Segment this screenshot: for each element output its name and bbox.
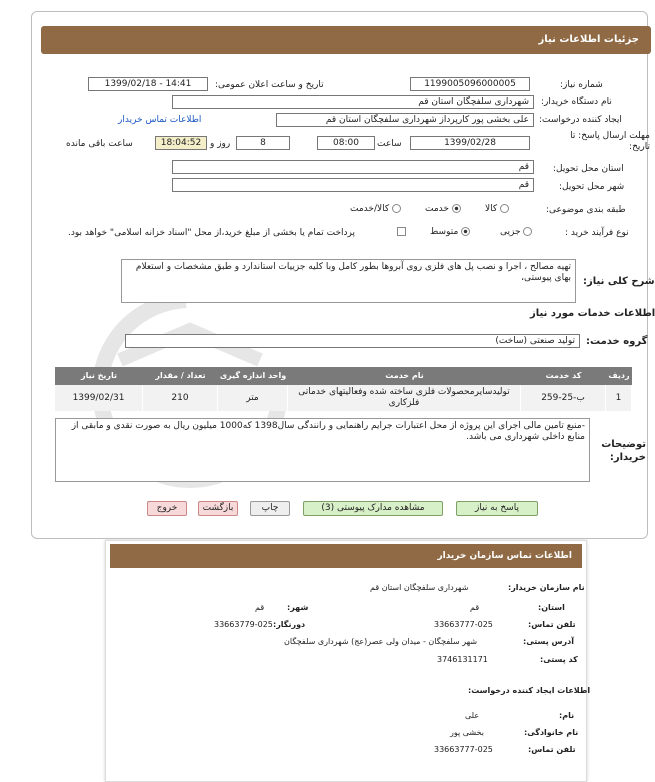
days-label: روز و bbox=[210, 139, 231, 149]
buyer-org-label: نام دستگاه خریدار: bbox=[541, 97, 612, 107]
contact-postal-label: کد پستی: bbox=[540, 655, 578, 664]
contact-province: قم bbox=[470, 603, 480, 612]
col-row: ردیف bbox=[606, 367, 632, 385]
deadline-date-field: 1399/02/28 bbox=[410, 136, 530, 150]
need-number-label: شماره نیاز: bbox=[560, 80, 603, 90]
buyer-contact-link[interactable]: اطلاعات تماس خریدار bbox=[118, 115, 202, 125]
creator-phone: 33663777-025 bbox=[434, 745, 493, 754]
contact-card-title: اطلاعات تماس سازمان خریدار bbox=[110, 544, 582, 568]
notes-label: توضیحات خریدار: bbox=[601, 439, 646, 463]
reply-button[interactable]: پاسخ به نیاز bbox=[456, 501, 538, 516]
contact-city: قم bbox=[255, 603, 265, 612]
creator-last-label: نام خانوادگی: bbox=[524, 728, 579, 737]
creator-first: علی bbox=[465, 711, 480, 720]
creator-first-label: نام: bbox=[559, 711, 575, 720]
contact-card bbox=[105, 540, 587, 782]
remaining-label: ساعت باقی مانده bbox=[66, 139, 133, 149]
deadline-label: مهلت ارسال پاسخ: تا تاریخ: bbox=[570, 131, 650, 152]
col-name: نام خدمت bbox=[288, 367, 521, 385]
category-label: طبقه بندی موضوعی: bbox=[546, 205, 626, 215]
cell-date: 1399/02/31 bbox=[55, 385, 143, 411]
cell-name: تولیدسایرمحصولات فلزی ساخته شده وفعالیتهای خدماتی فلزکاری bbox=[288, 385, 521, 411]
view-documents-button[interactable]: مشاهده مدارک پیوستی (3) bbox=[303, 501, 443, 516]
services-table bbox=[55, 367, 632, 411]
col-code: کد خدمت bbox=[521, 367, 606, 385]
creator-info-title: اطلاعات ایجاد کننده درخواست: bbox=[468, 686, 591, 695]
contact-fax-label: دورنگار: bbox=[273, 620, 306, 629]
process-option-medium[interactable]: متوسط bbox=[430, 227, 470, 237]
exit-button[interactable]: خروج bbox=[147, 501, 187, 516]
summary-label: شرح کلی نیاز: bbox=[583, 276, 655, 287]
creator-field: علی بخشی پور کارپرداز شهرداری سلفچگان استان قم bbox=[276, 113, 534, 127]
contact-postal: 3746131171 bbox=[437, 655, 488, 664]
summary-textarea: تهیه مصالح ، اجرا و نصب پل های فلزی روی آبروها بطور کامل وبا کلیه جزییات استاندارد و طبق مشخصات و استعلام بهای پیوستی، bbox=[121, 259, 576, 303]
col-unit: واحد اندازه گیری bbox=[218, 367, 288, 385]
cell-unit: متر bbox=[218, 385, 288, 411]
time-label: ساعت bbox=[377, 139, 402, 149]
treasury-checkbox[interactable] bbox=[397, 227, 406, 236]
back-button[interactable]: بازگشت bbox=[198, 501, 238, 516]
contact-province-label: استان: bbox=[538, 603, 565, 612]
days-field: 8 bbox=[236, 136, 290, 150]
page-header: جزئیات اطلاعات نیاز bbox=[41, 26, 651, 54]
contact-org: شهرداری سلفچگان استان قم bbox=[370, 583, 469, 592]
contact-org-label: نام سازمان خریدار: bbox=[508, 583, 585, 592]
contact-city-label: شهر: bbox=[287, 603, 309, 612]
payment-note: پرداخت تمام یا بخشی از مبلغ خرید،از محل "اسناد خزانه اسلامی" خواهد بود. bbox=[68, 228, 356, 238]
print-button[interactable]: چاپ bbox=[250, 501, 290, 516]
category-option-goods[interactable]: کالا bbox=[485, 204, 509, 214]
creator-last: بخشی پور bbox=[450, 728, 484, 737]
contact-phone: 33663777-025 bbox=[434, 620, 493, 629]
creator-phone-label: تلفن تماس: bbox=[528, 745, 576, 754]
contact-address-label: آدرس پستی: bbox=[523, 637, 574, 646]
announce-field: 1399/02/18 - 14:41 bbox=[88, 77, 208, 91]
buyer-org-field: شهرداری سلفچگان استان قم bbox=[172, 95, 534, 109]
cell-code: ب-25-259 bbox=[521, 385, 606, 411]
contact-address: شهر سلفچگان - میدان ولی عصر(عج) شهرداری سلفچگان bbox=[284, 637, 478, 646]
process-label: نوع فرآیند خرید : bbox=[565, 228, 629, 238]
category-option-both[interactable]: کالا/خدمت bbox=[350, 204, 401, 214]
province-label: استان محل تحویل: bbox=[553, 164, 624, 174]
cell-row: 1 bbox=[606, 385, 632, 411]
category-option-service[interactable]: خدمت bbox=[425, 204, 461, 214]
process-option-minor[interactable]: جزیی bbox=[500, 227, 532, 237]
notes-textarea: -منبع تامین مالی اجرای این پروژه از محل اعتبارات جرایم راهنمایی و رانندگی سال1398 که1000 میلیون ریال به صورت نقدی و مابقی از منابع داخلی شهرداری می باشد. bbox=[55, 418, 590, 482]
cell-qty: 210 bbox=[143, 385, 218, 411]
city-field: قم bbox=[172, 178, 534, 192]
service-group-label: گروه خدمت: bbox=[586, 336, 648, 347]
service-group-field: تولید صنعتی (ساخت) bbox=[125, 334, 580, 348]
contact-fax: 33663779-025 bbox=[214, 620, 273, 629]
city-label: شهر محل تحویل: bbox=[559, 182, 625, 192]
announce-label: تاریخ و ساعت اعلان عمومی: bbox=[215, 80, 324, 90]
need-number-field: 1199005096000005 bbox=[410, 77, 530, 91]
deadline-time-field: 08:00 bbox=[317, 136, 375, 150]
services-title: اطلاعات خدمات مورد نیاز bbox=[530, 308, 655, 319]
col-date: تاریخ نیاز bbox=[55, 367, 143, 385]
creator-label: ایجاد کننده درخواست: bbox=[539, 115, 622, 125]
remaining-time-field: 18:04:52 bbox=[155, 136, 207, 150]
col-qty: تعداد / مقدار bbox=[143, 367, 218, 385]
province-field: قم bbox=[172, 160, 534, 174]
contact-phone-label: تلفن تماس: bbox=[528, 620, 576, 629]
